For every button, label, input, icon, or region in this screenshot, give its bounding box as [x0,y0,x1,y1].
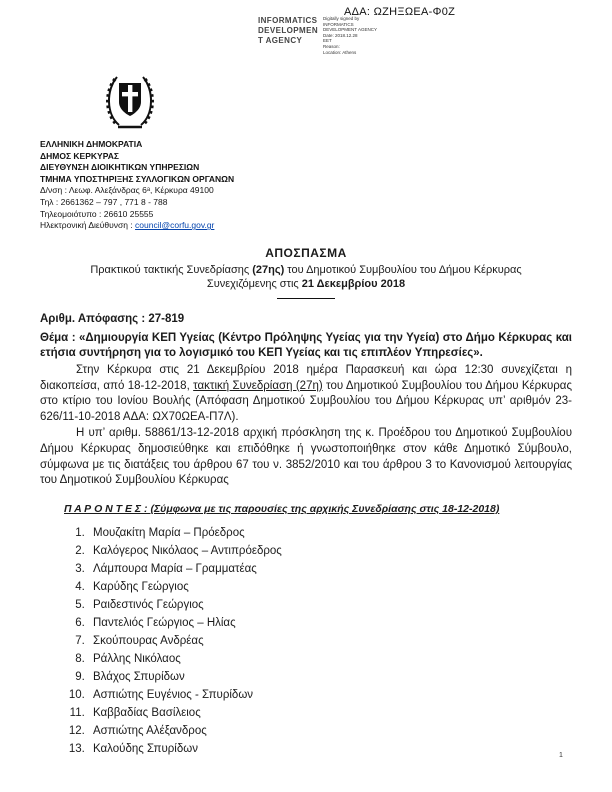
signature-detail-line: Date: 2018.12.28 [323,32,358,38]
attendee-item: 9. Βλάχος Σπυρίδων [88,668,564,686]
decision-subject: Θέμα : «Δημιουργία ΚΕΠ Υγείας (Κέντρο Πρόληψης Υγείας για την Υγεία) στο Δήμο Κέρκυρας και ετήσια συντήρηση για το λογισμικό του ΚΕΠ Υγείας και τις επιπλέον Υπηρεσίες». [40,332,572,359]
email-label: Ηλεκτρονική Διεύθυνση : [40,220,136,231]
paragraph-2: Η υπ’ αριθμ. 58861/13-12-2018 αρχική πρόσκληση της κ. Προέδρου του Δημοτικού Συμβουλίου Δήμου Κέρκυρας δημοσιεύθηκε και επιδόθηκε ή γνωστοποιήθηκε στον κάθε Δημοτικό Σύμβουλο, σύμφωνα με τις διατάξεις του άρθρου 67 του ν. 3852/2010 και του άρθρου 3 το Κανονισμού λειτουργίας του Δημοτικού Συμβουλίου Κέρκυρας [40,427,572,487]
greek-coat-of-arms-icon [102,70,158,134]
signature-details [323,16,407,55]
letterhead-email-line [40,220,234,232]
session-number: (27ης) [252,264,285,276]
minutes-title-block [0,246,612,299]
attendee-item: 10. Ασπιώτης Ευγένιος - Σπυρίδων [88,686,564,704]
attendee-item: 1. Μουζακίτη Μαρία – Πρόεδρος [88,524,564,542]
attendee-item: 3. Λάμπουρα Μαρία – Γραμματέας [88,560,564,578]
decision-block [40,313,572,361]
letterhead-line: Τηλ : 2661362 – 797 , 771 8 - 788 [40,196,168,207]
attendee-item: 5. Ραιδεστινός Γεώργιος [88,596,564,614]
signature-agency-line: INFORMATICS [258,16,318,25]
title-text: Πρακτικού τακτικής Συνεδρίασης [90,264,253,276]
extract-heading: ΑΠΟΣΠΑΣΜΑ [265,246,347,260]
signature-detail-line: EET [323,38,332,44]
signature-agency-name [258,16,318,55]
attendee-item: 7. Σκούπουρας Ανδρέας [88,632,564,650]
digital-signature-block [258,16,407,55]
body-text [40,363,572,490]
letterhead-line: ΔΗΜΟΣ ΚΕΡΚΥΡΑΣ [40,150,119,161]
title-text: του Δημοτικού Συμβουλίου του Δήμου Κέρκυρας [284,264,522,276]
title-text: Συνεχιζόμενης στις [206,278,302,290]
session-date: 21 Δεκεμβρίου 2018 [301,278,406,290]
continuation-line [0,277,612,291]
ada-code: ΑΔΑ: ΩΖΗΞΩΕΑ-Φ0Ζ [344,6,456,18]
paragraph-text: Στην Κέρκυρα στις 21 Δεκεμβρίου 2018 ημέρα Παρασκευή και ώρα 12:30 συνεχίζεται η διακοπείσα, από 18-12-2018, [40,364,572,392]
letterhead-line: ΕΛΛΗΝΙΚΗ ΔΗΜΟΚΡΑΤΙΑ [40,139,143,149]
session-reference: τακτική Συνεδρίαση (27η) [193,379,323,392]
signature-detail-line: DEVELOPMENT AGENCY [323,27,377,33]
attendee-item: 2. Καλόγερος Νικόλαος – Αντιπρόεδρος [88,542,564,560]
email-link[interactable]: council@corfu.gov.gr [135,220,215,231]
attendee-item: 13. Καλούδης Σπυρίδων [88,740,564,758]
attendees-list [66,524,564,758]
minutes-title-line [0,263,612,277]
letterhead [40,139,234,232]
attendee-item: 4. Καρύδης Γεώργιος [88,578,564,596]
attendee-item: 8. Ράλλης Νικόλαος [88,650,564,668]
attendee-item: 12. Ασπιώτης Αλέξανδρος [88,722,564,740]
attendees-heading: Π Α Ρ Ο Ν Τ Ε Σ : (Σύμφωνα με τις παρουσίες της αρχικής Συνεδρίασης στις 18-12-2018) [64,503,500,515]
letterhead-line: ΔΙΕΥΘΥΝΣΗ ΔΙΟΙΚΗΤΙΚΩΝ ΥΠΗΡΕΣΙΩΝ [40,162,200,173]
page-number: 1 [559,752,563,759]
decision-number: Αριθμ. Απόφασης : 27-819 [40,313,185,325]
paragraph-text: του Δημοτικού Συμβουλίου του Δήμου Κέρκυρας στο κτίριο του Ιονίου Βουλής (Απόφαση Δημοτικού Συμβουλίου του Δήμου Κέρκυρας υπ’ αριθμόν 23-626/11-10-2018 ΑΔΑ: ΩΧ70ΩΕΑ-Π7Λ). [40,379,572,423]
attendee-item: 6. Παντελιός Γεώργιος – Ηλίας [88,614,564,632]
signature-detail-line: Location: Athens [323,49,357,55]
signature-agency-line: T AGENCY [258,36,303,45]
letterhead-line: ΤΜΗΜΑ ΥΠΟΣΤΗΡΙΞΗΣ ΣΥΛΛΟΓΙΚΩΝ ΟΡΓΑΝΩΝ [40,173,235,184]
letterhead-line: Δ/νση : Λεωφ. Αλεξάνδρας 6ᵃ, Κέρκυρα 49100 [40,185,214,196]
letterhead-line: Τηλεομοιότυπο : 26610 25555 [40,208,154,219]
signature-detail-line: Digitally signed by [323,16,360,21]
signature-detail-line: INFORMATICS [323,21,354,27]
signature-agency-line: DEVELOPMEN [258,26,319,35]
signature-detail-line: Reason: [323,43,340,49]
title-divider [277,298,335,299]
paragraph-1 [40,363,572,425]
attendee-item: 11. Καββαδίας Βασίλειος [88,704,564,722]
attendees-section [64,503,564,758]
